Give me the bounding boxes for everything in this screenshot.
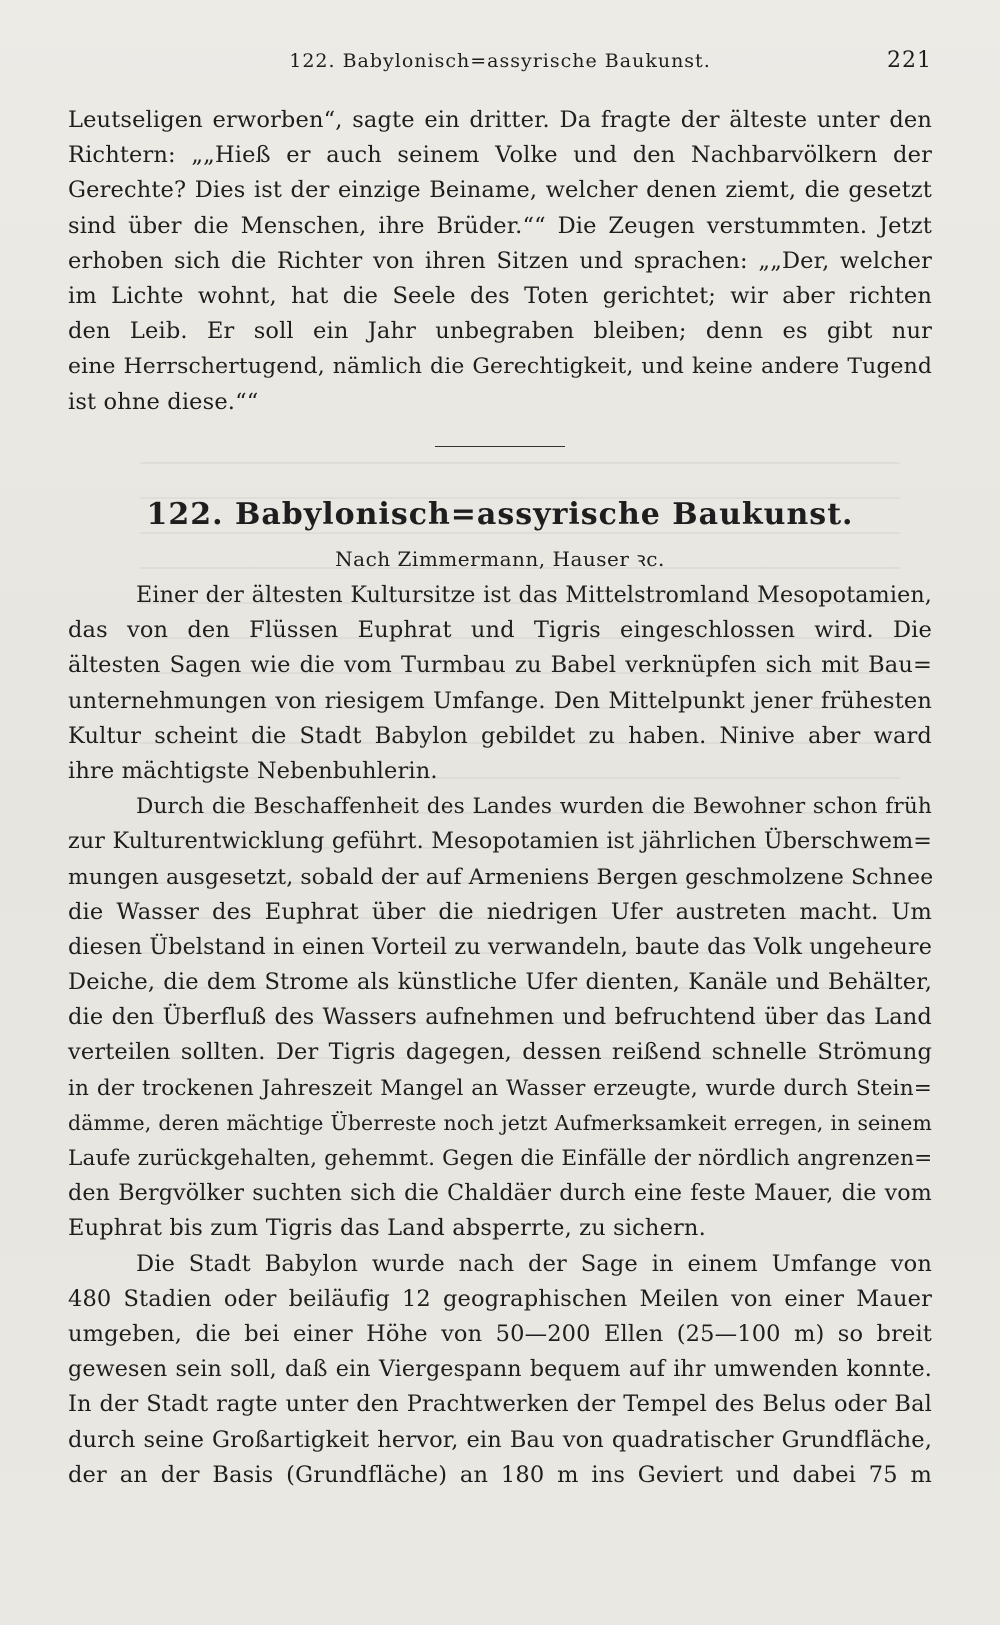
page-number: 221 (887, 48, 932, 73)
text-line: ihre mächtigste Nebenbuhlerin. (68, 757, 438, 784)
section-source: Nach Zimmermann, Hauser ꝛc. (335, 547, 665, 571)
text-line: Richtern: „„Hieß er auch seinem Volke und den Nachbarvölkern der (68, 142, 932, 169)
text-line: Einer der ältesten Kultursitze ist das Mittelstromland Mesopotamien, (136, 582, 932, 608)
text-line: der an der Basis (Grundfläche) an 180 m ins Geviert und dabei 75 m (68, 1461, 932, 1488)
text-line: In der Stadt ragte unter den Prachtwerken der Tempel des Belus oder Bal (68, 1391, 932, 1418)
text-line: im Lichte wohnt, hat die Seele des Toten gerichtet; wir aber richten (68, 282, 932, 309)
text-line: zur Kulturentwicklung geführt. Mesopotamien ist jährlichen Überschwem= (68, 828, 932, 855)
section-divider (435, 446, 565, 447)
text-line: Deiche, die dem Strome als künstliche Ufer dienten, Kanäle und Behälter, (68, 969, 932, 996)
running-header (68, 44, 932, 84)
text-line: eine Herrschertugend, nämlich die Gerechtigkeit, und keine andere Tugend (68, 354, 932, 380)
text-line: mungen ausgesetzt, sobald der auf Armeniens Bergen geschmolzene Schnee (68, 864, 934, 890)
text-line: den Bergvölker suchten sich die Chaldäer durch eine feste Mauer, die vom (68, 1180, 932, 1207)
text-line: Die Stadt Babylon wurde nach der Sage in einem Umfange von (136, 1250, 932, 1277)
text-line: durch seine Großartigkeit hervor, ein Bau von quadratischer Grundfläche, (68, 1426, 932, 1453)
running-title: 122. Babylonisch=assyrische Baukunst. (289, 50, 711, 72)
text-line: erhoben sich die Richter von ihren Sitzen und sprachen: „„Der, welcher (68, 247, 932, 274)
text-line: Durch die Beschaffenheit des Landes wurden die Bewohner schon früh (136, 794, 932, 820)
text-line: ältesten Sagen wie die vom Turmbau zu Babel verknüpfen sich mit Bau= (68, 652, 932, 679)
text-line: Leutseligen erworben“, sagte ein dritter. Da fragte der älteste unter den (68, 107, 932, 133)
text-line: das von den Flüssen Euphrat und Tigris eingeschlossen wird. Die (68, 617, 932, 644)
text-line: Euphrat bis zum Tigris das Land absperrte, zu sichern. (68, 1215, 706, 1242)
text-line: den Leib. Er soll ein Jahr unbegraben bleiben; denn es gibt nur (68, 318, 932, 345)
section-body-text (68, 578, 932, 1493)
text-line: unternehmungen von riesigem Umfange. Den Mittelpunkt jener frühesten (68, 687, 932, 714)
text-line: ist ohne diese.““ (68, 388, 259, 415)
text-line: diesen Übelstand in einen Vorteil zu verwandeln, baute das Volk ungeheure (68, 933, 932, 960)
section-heading: 122. Babylonisch=assyrische Baukunst. (146, 497, 854, 532)
text-line: umgeben, die bei einer Höhe von 50—200 Ellen (25—100 m) so breit (68, 1320, 932, 1347)
text-line: in der trockenen Jahreszeit Mangel an Wasser erzeugte, wurde durch Stein= (68, 1075, 932, 1101)
text-line: sind über die Menschen, ihre Brüder.““ Die Zeugen verstummten. Jetzt (68, 212, 932, 239)
text-line: die den Überfluß des Wassers aufnehmen und befruchtend über das Land (68, 1004, 932, 1031)
text-line: gewesen sein soll, daß ein Viergespann bequem auf ihr umwenden konnte. (68, 1356, 932, 1383)
text-line: die Wasser des Euphrat über die niedrigen Ufer austreten macht. Um (68, 898, 932, 925)
text-line: Laufe zurückgehalten, gehemmt. Gegen die Einfälle der nördlich angrenzen= (68, 1146, 933, 1171)
text-line: Kultur scheint die Stadt Babylon gebildet zu haben. Ninive aber ward (68, 722, 932, 749)
text-line: Gerechte? Dies ist der einzige Beiname, welcher denen ziemt, die gesetzt (68, 177, 932, 204)
text-line: dämme, deren mächtige Überreste noch jetzt Aufmerksamkeit erregen, in seinem (68, 1110, 932, 1135)
text-line: verteilen sollten. Der Tigris dagegen, dessen reißend schnelle Strömung (68, 1039, 932, 1066)
text-line: 480 Stadien oder beiläufig 12 geographischen Meilen von einer Mauer (68, 1285, 932, 1312)
previous-section-text (68, 103, 932, 420)
